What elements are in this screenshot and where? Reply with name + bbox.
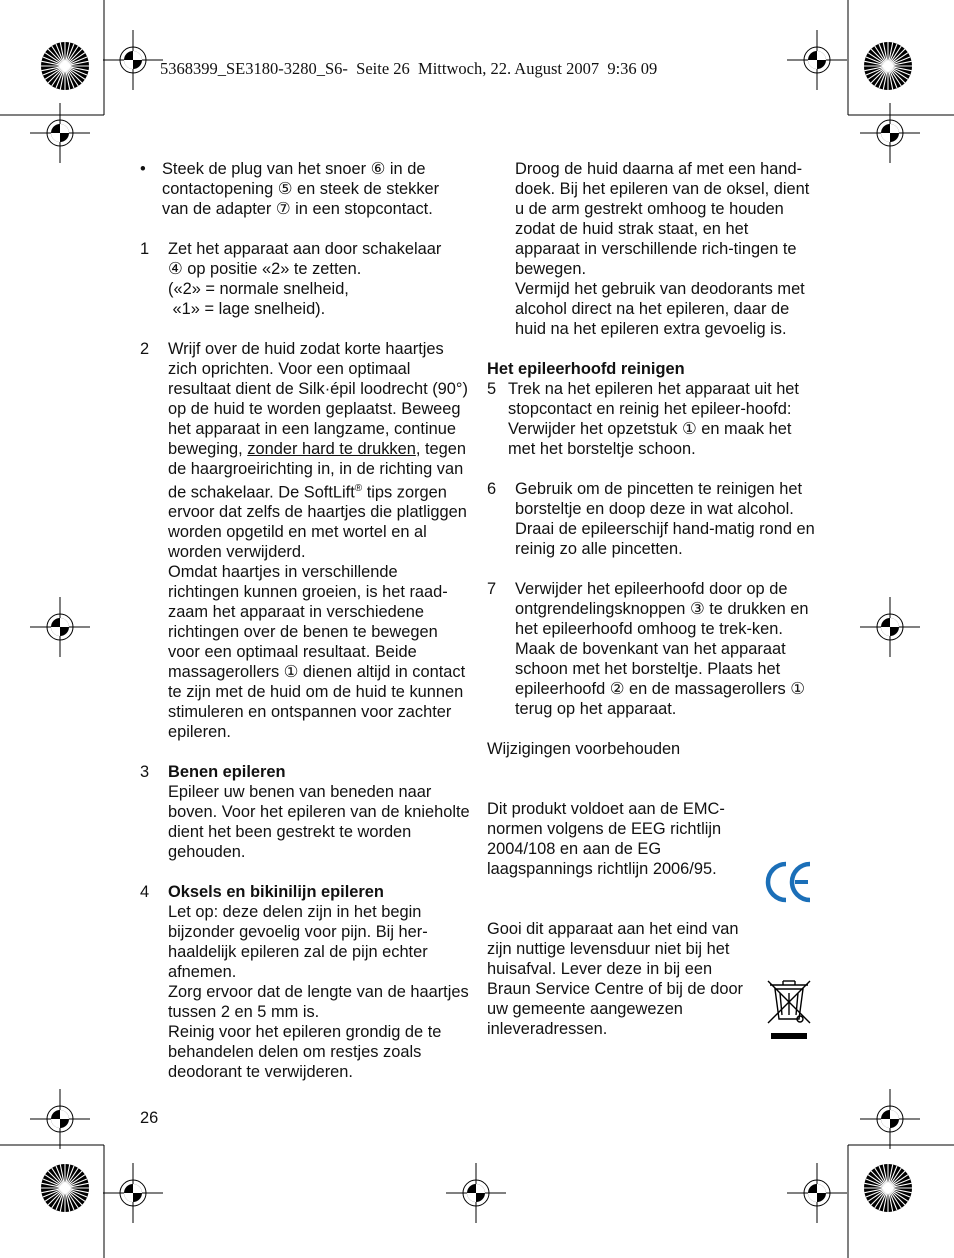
- step-4-paragraph-3: Reinig voor het epileren grondig de te behandelen delen om restjes zoals deodorant te verwijderen.: [168, 1023, 442, 1082]
- step-4-paragraph-1: Let op: deze delen zijn in het begin bijzonder gevoelig voor pijn. Bij her-haaldelijk epileren zal de pijn echter afnemen.: [168, 903, 428, 982]
- step-5-paragraph-1: Trek na het epileren het apparaat uit het stopcontact en reinig het epileer-hoofd:: [508, 380, 799, 418]
- step-1-line: («2» = normale snelheid,: [168, 280, 349, 298]
- step-4-title: Oksels en bikinilijn epileren: [168, 883, 384, 902]
- step-number: 4: [140, 883, 150, 902]
- step-7-paragraph-1: Verwijder het epileerhoofd door op de ontgrendelingsknoppen ③ te drukken en het epileerhoofd omhoog te trek-ken.: [515, 580, 809, 638]
- step-5-paragraph-2: Verwijder het opzetstuk ① en maak het met het borsteltje schoon.: [508, 420, 792, 458]
- step-number: 7: [487, 580, 497, 598]
- step-number: 5: [487, 380, 497, 398]
- step-number: 2: [140, 340, 150, 358]
- step-7-paragraph-2: Maak de bovenkant van het apparaat schoon met het borsteltje. Plaats het epileerhoofd ② en de massagerollers ① terug op het apparaat.: [515, 640, 805, 718]
- registered-mark: ®: [354, 483, 363, 494]
- bullet-symbol: •: [140, 160, 146, 178]
- emc-compliance-text: Dit produkt voldoet aan de EMC-normen volgens de EEG richtlijn 2004/108 en aan de EG laagspannings richtlijn 2006/95.: [487, 800, 725, 878]
- step-number: 6: [487, 480, 497, 498]
- step-number: 1: [140, 240, 150, 258]
- step-6: [487, 479, 817, 559]
- step-3: [140, 762, 470, 862]
- step-1-line: Zet het apparaat aan door schakelaar: [168, 240, 442, 258]
- step-2: [140, 339, 470, 742]
- underlined-emphasis: zonder hard te drukken: [247, 440, 416, 458]
- step-3-title: Benen epileren: [168, 763, 286, 782]
- changes-reserved: Wijzigingen voorbehouden: [487, 740, 681, 758]
- crossed-out-wheelie-bin-icon: [766, 979, 812, 1043]
- text-run: Wrijf over de huid zodat korte haartjes zich oprichten. Voor een optimaal resultaat dient de Silk·épil loodrecht (90°) op de huid te worden geplaatst. Beweeg het apparaat in een langzame, continue beweging,: [168, 340, 468, 458]
- step-1-line: ④ op positie «2» te zetten.: [168, 260, 362, 278]
- disposal-text: Gooi dit apparaat aan het eind van zijn nuttige levensduur niet bij het huisafval. Lever deze in bij een Braun Service Centre of bij de door uw gemeente aangewezen inleveradressen.: [487, 920, 744, 1038]
- step-5: [487, 379, 817, 459]
- step-3-text: Epileer uw benen van beneden naar boven. Voor het epileren van de knieholte dient het been gestrekt te worden gehouden.: [168, 783, 470, 862]
- step-6-text: Gebruik om de pincetten te reinigen het borsteltje en doop deze in wat alcohol. Draai de epileerschijf hand-matig rond en reinig zo alle pincetten.: [515, 480, 815, 558]
- continued-paragraph-1: Droog de huid daarna af met een hand-doek. Bij het epileren van de oksel, dient u de arm gestrekt omhoog te houden zodat de huid strak staat, en het apparaat in verschillende rich-tingen te bewegen.: [515, 160, 810, 278]
- step-2-paragraph-2: Omdat haartjes in verschillende richtingen kunnen groeien, is het raad-zaam het apparaat in verschiedene richtingen over de benen te bewegen voor een optimaal resultaat. Beide massagerollers ① dienen altijd in contact te zijn met de huid om de huid te kunnen stimuleren en ontspannen voor zachter epileren.: [168, 563, 466, 742]
- step-4: [140, 882, 470, 1082]
- page-number: 26: [140, 1109, 159, 1127]
- bullet-plug-in: [140, 159, 470, 219]
- step-4-continued: [487, 159, 817, 339]
- step-7: [487, 579, 817, 719]
- step-1: [140, 239, 470, 319]
- step-number: 3: [140, 763, 150, 782]
- text-run: , tegen de haargroeirichting in, in de richting van de schakelaar. De SoftLift: [168, 440, 466, 502]
- bullet-text: Steek de plug van het snoer ⑥ in de contactopening ⑤ en steek de stekker van de adapter ⑦ in een stopcontact.: [162, 160, 440, 218]
- step-1-line: «1» = lage snelheid).: [168, 300, 326, 318]
- section-title-cleaning: Het epileerhoofd reinigen: [487, 360, 685, 378]
- ce-mark-icon: [765, 860, 813, 904]
- step-2-paragraph-1: [168, 339, 470, 562]
- left-column: [140, 159, 470, 1082]
- step-4-paragraph-2: Zorg ervoor dat de lengte van de haartjes tussen 2 en 5 mm is.: [168, 983, 469, 1022]
- print-slug-header: 5368399_SE3180-3280_S6- Seite 26 Mittwoch, 22. August 2007 9:36 09: [160, 59, 658, 78]
- continued-paragraph-2: Vermijd het gebruik van deodorants met alcohol direct na het epileren, daar de huid na het epileren extra gevoelig is.: [515, 280, 805, 338]
- right-column: [487, 159, 817, 1039]
- text-run: tips zorgen ervoor dat zelfs de haartjes die platliggen worden opgetild en met wortel en al worden verwijderd.: [168, 483, 467, 562]
